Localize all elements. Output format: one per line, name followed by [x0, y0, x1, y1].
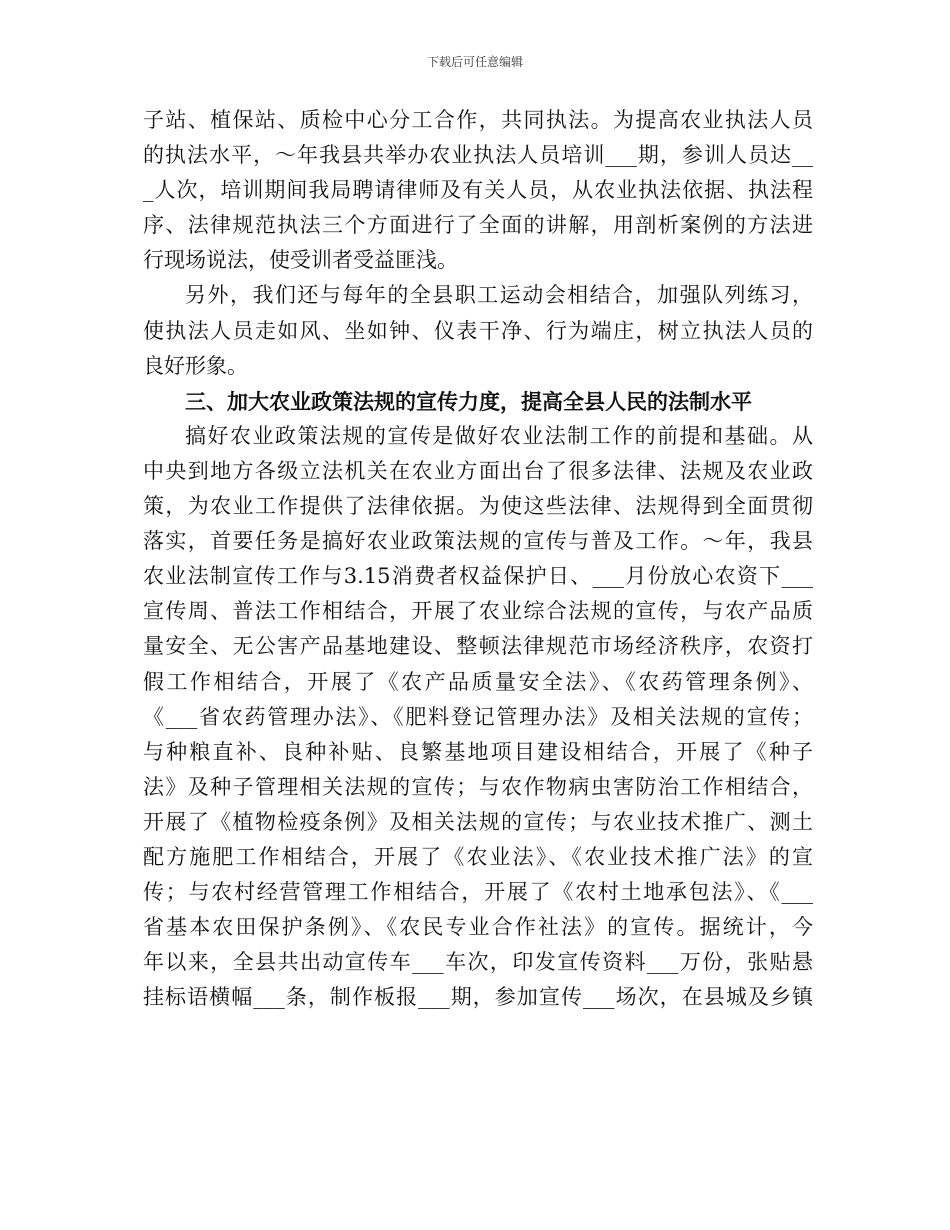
text-line: 配方施肥工作相结合，开展了《农业法》、《农业技术推广法》的宣: [143, 844, 813, 869]
text-line: 传；与农村经营管理工作相结合，开展了《农村土地承包法》、《___: [143, 880, 813, 905]
text-line: 假工作相结合，开展了《农产品质量安全法》、《农药管理条例》、: [143, 669, 813, 694]
text-line: 量安全、无公害产品基地建设、整顿法律规范市场经济秩序，农资打: [143, 634, 813, 659]
section-heading: 三、加大农业政策法规的宣传力度，提高全县人民的法制水平: [185, 388, 752, 414]
text-line: 子站、植保站、质检中心分工合作，共同执法。为提高农业执法人员: [143, 108, 813, 132]
document-body: [143, 103, 813, 1015]
text-line: 农业法制宣传工作与3.15消费者权益保护日、___月份放心农资下___: [143, 564, 813, 589]
text-line: 的执法水平，～年我县共举办农业执法人员培训___期，参训人员达__: [143, 143, 813, 168]
text-line: 策，为农业工作提供了法律依据。为使这些法律、法规得到全面贯彻: [143, 494, 813, 519]
text-line: 良好形象。: [143, 353, 248, 378]
text-line: 行现场说法，使受训者受益匪浅。: [143, 248, 458, 273]
text-line: 序、法律规范执法三个方面进行了全面的讲解，用剖析案例的方法进: [143, 213, 813, 238]
text-line: 省基本农田保护条例》、《农民专业合作社法》的宣传。据统计，今: [143, 915, 813, 940]
text-line: 年以来，全县共出动宣传车___车次，印发宣传资料___万份，张贴悬: [143, 950, 813, 975]
paragraph-first-line: 搞好农业政策法规的宣传是做好农业法制工作的前提和基础。从: [185, 423, 813, 448]
text-line: 宣传周、普法工作相结合，开展了农业综合法规的宣传，与农产品质: [143, 599, 813, 624]
text-line: 中央到地方各级立法机关在农业方面出台了很多法律、法规及农业政: [143, 458, 813, 483]
text-line: 落实，首要任务是搞好农业政策法规的宣传与普及工作。～年，我县: [143, 529, 813, 554]
paragraph-first-line: 另外，我们还与每年的全县职工运动会相结合，加强队列练习，: [185, 283, 813, 308]
text-line: 使执法人员走如风、坐如钟、仪表干净、行为端庄，树立执法人员的: [143, 318, 813, 343]
text-line: 《___省农药管理办法》、《肥料登记管理办法》及相关法规的宣传；: [143, 704, 813, 729]
text-line: 开展了《植物检疫条例》及相关法规的宣传；与农业技术推广、测土: [143, 809, 813, 834]
text-line: _人次，培训期间我局聘请律师及有关人员，从农业执法依据、执法程: [143, 178, 813, 203]
page-header: 下载后可任意编辑: [426, 55, 523, 69]
text-line: 与种粮直补、良种补贴、良繁基地项目建设相结合，开展了《种子: [143, 739, 813, 764]
text-line: 挂标语横幅___条，制作板报___期，参加宣传___场次，在县城及乡镇: [143, 985, 813, 1010]
text-line: 法》及种子管理相关法规的宣传；与农作物病虫害防治工作相结合，: [143, 774, 813, 799]
